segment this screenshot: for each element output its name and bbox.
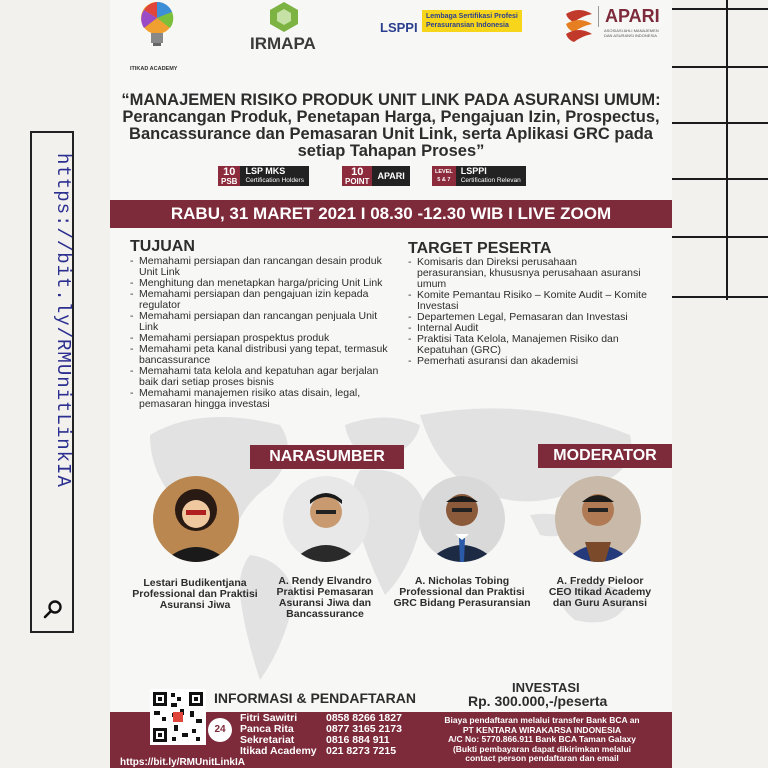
narasumber-label: NARASUMBER xyxy=(250,445,404,469)
list-item: - Memahami persiapan prospektus produk xyxy=(130,333,398,344)
event-title: “MANAJEMEN RISIKO PRODUK UNIT LINK PADA ASURANSI UMUM: Perancangan Produk, Penetapan Harga, Pengajuan Izin, Prospectus, Bancassurance dan Pemasaran Unit Link, serta Aplikasi GRC pada setiap Tahapan Proses” xyxy=(121,91,661,160)
badge-label: LSPPI Certification Relevan xyxy=(456,166,526,186)
speaker-role: Bancassurance xyxy=(286,608,364,620)
payment-line: A/C No: 5770.866.911 Bank BCA Taman Galaxy xyxy=(447,734,637,744)
info-heading: INFORMASI & PENDAFTARAN xyxy=(214,690,416,706)
speaker-role: Professional dan Praktisi xyxy=(132,588,258,600)
contact-phone[interactable]: 021 8273 7215 xyxy=(326,745,397,757)
badge-number: 10 POINT xyxy=(342,166,372,186)
speaker-name: A. Rendy Elvandro xyxy=(278,575,372,587)
itikad-academy-label: ITIKAD ACADEMY xyxy=(130,66,178,72)
list-item: - Departemen Legal, Pemasaran dan Investasi xyxy=(408,312,648,323)
avatar xyxy=(283,476,369,562)
speaker-role: GRC Bidang Perasuransian xyxy=(393,597,531,609)
contact-phone[interactable]: 0816 884 911 xyxy=(326,734,390,746)
badge-number: 10 PSB xyxy=(218,166,240,186)
speaker-name: A. Freddy Pieloor xyxy=(556,575,644,587)
contact-list xyxy=(240,713,402,757)
badge-apari xyxy=(342,166,410,186)
registration-link[interactable]: https://bit.ly/RMUnitLinkIA xyxy=(120,757,245,768)
qr-code-icon[interactable] xyxy=(150,689,206,745)
list-item: - Komisaris dan Direksi perusahaan perasuransian, khususnya perusahaan asuransi umum xyxy=(408,257,648,290)
list-item: - Pemerhati asuransi dan akademisi xyxy=(408,356,648,367)
apari-logo-subtitle xyxy=(604,28,659,38)
search-icon[interactable] xyxy=(42,599,64,621)
phone-24-icon: 24 xyxy=(208,718,232,742)
avatar xyxy=(153,476,239,562)
speaker-role: Asuransi Jiwa dan xyxy=(278,597,372,609)
contact-name: Sekretariat xyxy=(240,734,295,746)
payment-line: Biaya pendaftaran melalui transfer Bank BCA an xyxy=(444,715,640,725)
itikad-academy-logo xyxy=(132,0,182,62)
moderator-label: MODERATOR xyxy=(538,444,672,468)
list-item: - Memahami persiapan dan pengajuan izin kepada regulator xyxy=(130,289,398,311)
grid-line xyxy=(672,178,768,180)
speaker-caption xyxy=(115,578,275,611)
investasi-heading: INVESTASI xyxy=(512,680,580,695)
speaker-role: Asuransi Jiwa xyxy=(159,599,231,611)
contact-name: Fitri Sawitri xyxy=(240,712,298,724)
apari-sub-2: DAN ASURANSI INDONESIA xyxy=(604,33,657,38)
url-text[interactable]: https://bit.ly/RMUnitLinkIA xyxy=(52,153,74,488)
payment-line: (Bukti pembayaran dapat dikirimkan melalui xyxy=(452,743,632,754)
badge-lsppi xyxy=(432,166,526,186)
list-item: - Memahami peta kanal distribusi yang tepat, termasuk bancassurance xyxy=(130,344,398,366)
tujuan-heading: TUJUAN xyxy=(130,238,195,255)
payment-line: contact person pendaftaran dan email xyxy=(465,753,619,763)
badge-number: LEVEL 5 & 7 xyxy=(432,166,456,186)
list-item: - Memahami tata kelola and kepatuhan agar berjalan baik dari setiap proses bisnis xyxy=(130,366,398,388)
decorative-grid xyxy=(672,0,768,768)
apari-sub-1: ASOSIASI AHLI MANAJEMEN xyxy=(604,28,659,33)
contact-name: Itikad Academy xyxy=(240,745,317,757)
list-item: - Praktisi Tata Kelola, Manajemen Risiko dan Kepatuhan (GRC) xyxy=(408,334,648,356)
grid-line xyxy=(672,8,768,10)
url-search-box[interactable] xyxy=(30,131,74,633)
speaker-role: CEO Itikad Academy xyxy=(548,586,652,598)
grid-line xyxy=(672,122,768,124)
target-list xyxy=(408,257,648,367)
irmapa-logo-mark xyxy=(270,2,298,32)
apari-logo-text: APARI xyxy=(598,6,660,27)
event-poster xyxy=(110,0,672,768)
apari-logo-mark xyxy=(562,6,596,42)
badge-label: APARI xyxy=(372,166,409,186)
grid-line xyxy=(672,236,768,238)
speaker-role: Professional dan Praktisi xyxy=(399,586,525,598)
investasi-price: Rp. 300.000,-/peserta xyxy=(468,693,608,709)
tujuan-list xyxy=(130,256,398,410)
lsppi-logo-box xyxy=(422,10,522,32)
lsppi-abbr: LSPPI xyxy=(380,20,418,35)
lsppi-name-1: Lembaga Sertifikasi Profesi xyxy=(426,13,518,20)
lsppi-name-2: Perasuransian Indonesia xyxy=(426,22,509,29)
list-item: - Memahami persiapan dan rancangan desain produk Unit Link xyxy=(130,256,398,278)
grid-line xyxy=(672,296,768,298)
contact-phone[interactable]: 0877 3165 2173 xyxy=(326,723,402,735)
grid-line xyxy=(726,0,728,300)
speaker-role: Praktisi Pemasaran xyxy=(276,586,374,598)
contact-name: Panca Rita xyxy=(240,723,294,735)
list-item: - Komite Pemantau Risiko – Komite Audit – Komite Investasi xyxy=(408,290,648,312)
avatar xyxy=(555,476,641,562)
speaker-caption xyxy=(255,576,395,620)
target-heading: TARGET PESERTA xyxy=(408,240,552,257)
badge-lsp-mks xyxy=(218,166,309,186)
speaker-caption xyxy=(382,576,542,609)
contact-phone[interactable]: 0858 8266 1827 xyxy=(326,712,402,724)
speaker-role: dan Guru Asuransi xyxy=(552,597,648,609)
list-item: - Internal Audit xyxy=(408,323,648,334)
event-date-bar: RABU, 31 MARET 2021 I 08.30 -12.30 WIB I LIVE ZOOM xyxy=(110,200,672,228)
list-item: - Memahami persiapan dan rancangan penjuala Unit Link xyxy=(130,311,398,333)
irmapa-logo-text: IRMAPA xyxy=(250,34,316,53)
list-item: - Menghitung dan menetapkan harga/pricing Unit Link xyxy=(130,278,398,289)
contact-row xyxy=(240,746,402,757)
speaker-name: Lestari Budikentjana xyxy=(143,577,247,589)
payment-line: PT KENTARA WIRAKARSA INDONESIA xyxy=(462,724,622,735)
speaker-name: A. Nicholas Tobing xyxy=(414,575,510,587)
speaker-caption xyxy=(530,576,670,609)
badge-label: LSP MKS Certification Holders xyxy=(240,166,309,186)
payment-info xyxy=(422,716,662,764)
list-item: - Memahami manajemen risiko atas disain, legal, pemasaran hingga investasi xyxy=(130,388,398,410)
grid-line xyxy=(672,66,768,68)
avatar xyxy=(419,476,505,562)
